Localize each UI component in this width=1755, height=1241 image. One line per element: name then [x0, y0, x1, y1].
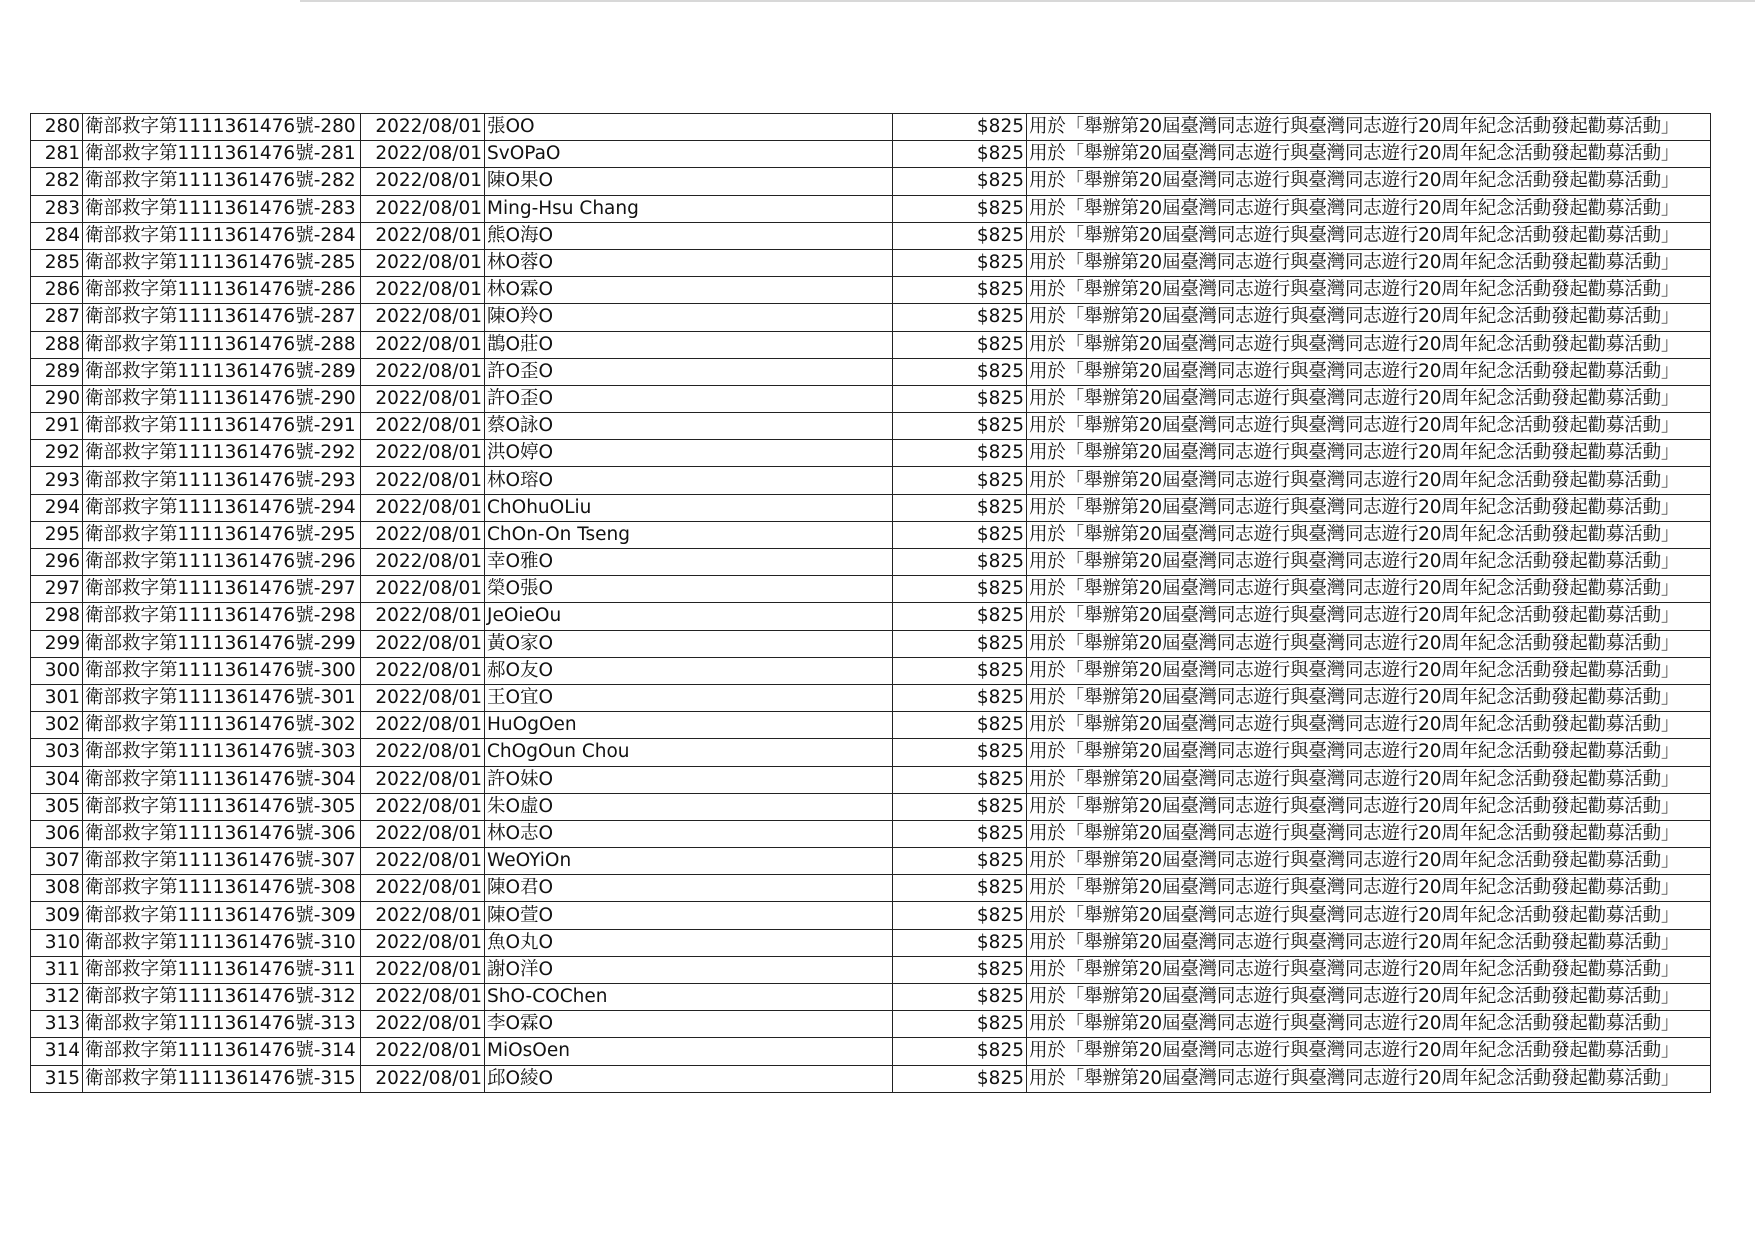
donor-name: 陳O羚O	[485, 304, 893, 331]
row-number: 306	[31, 820, 83, 847]
row-number: 288	[31, 331, 83, 358]
table-row	[31, 358, 1711, 385]
row-number: 290	[31, 385, 83, 412]
row-number: 281	[31, 141, 83, 168]
table-row	[31, 684, 1711, 711]
donation-date: 2022/08/01	[361, 1065, 485, 1092]
table-row	[31, 739, 1711, 766]
table-row	[31, 440, 1711, 467]
donor-name: Ming-Hsu Chang	[485, 195, 893, 222]
table-row	[31, 657, 1711, 684]
donation-date: 2022/08/01	[361, 222, 485, 249]
donation-purpose: 用於「舉辦第20屆臺灣同志遊行與臺灣同志遊行20周年紀念活動發起勸募活動」	[1027, 984, 1711, 1011]
donation-purpose: 用於「舉辦第20屆臺灣同志遊行與臺灣同志遊行20周年紀念活動發起勸募活動」	[1027, 440, 1711, 467]
donor-name: 林O瑢O	[485, 467, 893, 494]
donor-name: 許O歪O	[485, 385, 893, 412]
donor-name: ChOhuOLiu	[485, 494, 893, 521]
donation-amount: $825	[893, 141, 1027, 168]
donation-purpose: 用於「舉辦第20屆臺灣同志遊行與臺灣同志遊行20周年紀念活動發起勸募活動」	[1027, 385, 1711, 412]
row-number: 305	[31, 793, 83, 820]
donor-name: 李O霖O	[485, 1011, 893, 1038]
row-number: 292	[31, 440, 83, 467]
row-number: 314	[31, 1038, 83, 1065]
row-number: 286	[31, 277, 83, 304]
row-number: 297	[31, 576, 83, 603]
donation-purpose: 用於「舉辦第20屆臺灣同志遊行與臺灣同志遊行20周年紀念活動發起勸募活動」	[1027, 114, 1711, 141]
row-number: 298	[31, 603, 83, 630]
donation-date: 2022/08/01	[361, 195, 485, 222]
receipt-number: 衛部救字第1111361476號-289	[83, 358, 361, 385]
donation-purpose: 用於「舉辦第20屆臺灣同志遊行與臺灣同志遊行20周年紀念活動發起勸募活動」	[1027, 331, 1711, 358]
donation-amount: $825	[893, 684, 1027, 711]
table-row	[31, 1011, 1711, 1038]
donation-date: 2022/08/01	[361, 956, 485, 983]
table-row	[31, 385, 1711, 412]
table-row	[31, 875, 1711, 902]
donation-amount: $825	[893, 875, 1027, 902]
receipt-number: 衛部救字第1111361476號-288	[83, 331, 361, 358]
row-number: 299	[31, 630, 83, 657]
donation-amount: $825	[893, 413, 1027, 440]
receipt-number: 衛部救字第1111361476號-309	[83, 902, 361, 929]
table-row	[31, 848, 1711, 875]
row-number: 283	[31, 195, 83, 222]
donation-date: 2022/08/01	[361, 385, 485, 412]
receipt-number: 衛部救字第1111361476號-287	[83, 304, 361, 331]
donation-amount: $825	[893, 304, 1027, 331]
row-number: 289	[31, 358, 83, 385]
donation-date: 2022/08/01	[361, 576, 485, 603]
receipt-number: 衛部救字第1111361476號-293	[83, 467, 361, 494]
donation-amount: $825	[893, 603, 1027, 630]
donation-purpose: 用於「舉辦第20屆臺灣同志遊行與臺灣同志遊行20周年紀念活動發起勸募活動」	[1027, 576, 1711, 603]
receipt-number: 衛部救字第1111361476號-306	[83, 820, 361, 847]
donation-purpose: 用於「舉辦第20屆臺灣同志遊行與臺灣同志遊行20周年紀念活動發起勸募活動」	[1027, 1065, 1711, 1092]
donation-amount: $825	[893, 1038, 1027, 1065]
table-row	[31, 413, 1711, 440]
donation-amount: $825	[893, 1065, 1027, 1092]
donation-purpose: 用於「舉辦第20屆臺灣同志遊行與臺灣同志遊行20周年紀念活動發起勸募活動」	[1027, 956, 1711, 983]
donation-amount: $825	[893, 277, 1027, 304]
donation-purpose: 用於「舉辦第20屆臺灣同志遊行與臺灣同志遊行20周年紀念活動發起勸募活動」	[1027, 168, 1711, 195]
donation-purpose: 用於「舉辦第20屆臺灣同志遊行與臺灣同志遊行20周年紀念活動發起勸募活動」	[1027, 929, 1711, 956]
row-number: 303	[31, 739, 83, 766]
row-number: 309	[31, 902, 83, 929]
scan-edge	[300, 0, 1755, 2]
donor-name: 熊O海O	[485, 222, 893, 249]
donor-name: 許O妹O	[485, 766, 893, 793]
donor-name: MiOsOen	[485, 1038, 893, 1065]
table-row	[31, 114, 1711, 141]
donation-amount: $825	[893, 385, 1027, 412]
donation-purpose: 用於「舉辦第20屆臺灣同志遊行與臺灣同志遊行20周年紀念活動發起勸募活動」	[1027, 195, 1711, 222]
receipt-number: 衛部救字第1111361476號-297	[83, 576, 361, 603]
donation-date: 2022/08/01	[361, 603, 485, 630]
donation-amount: $825	[893, 467, 1027, 494]
row-number: 311	[31, 956, 83, 983]
table-row	[31, 1038, 1711, 1065]
donor-name: 許O歪O	[485, 358, 893, 385]
donation-amount: $825	[893, 848, 1027, 875]
donor-name: JeOieOu	[485, 603, 893, 630]
donation-purpose: 用於「舉辦第20屆臺灣同志遊行與臺灣同志遊行20周年紀念活動發起勸募活動」	[1027, 1038, 1711, 1065]
donation-date: 2022/08/01	[361, 304, 485, 331]
donation-purpose: 用於「舉辦第20屆臺灣同志遊行與臺灣同志遊行20周年紀念活動發起勸募活動」	[1027, 684, 1711, 711]
donation-amount: $825	[893, 440, 1027, 467]
receipt-number: 衛部救字第1111361476號-302	[83, 712, 361, 739]
row-number: 302	[31, 712, 83, 739]
donation-amount: $825	[893, 521, 1027, 548]
receipt-number: 衛部救字第1111361476號-284	[83, 222, 361, 249]
donation-purpose: 用於「舉辦第20屆臺灣同志遊行與臺灣同志遊行20周年紀念活動發起勸募活動」	[1027, 875, 1711, 902]
table-row	[31, 168, 1711, 195]
donation-date: 2022/08/01	[361, 684, 485, 711]
donation-purpose: 用於「舉辦第20屆臺灣同志遊行與臺灣同志遊行20周年紀念活動發起勸募活動」	[1027, 549, 1711, 576]
table-row	[31, 603, 1711, 630]
row-number: 296	[31, 549, 83, 576]
donation-purpose: 用於「舉辦第20屆臺灣同志遊行與臺灣同志遊行20周年紀念活動發起勸募活動」	[1027, 304, 1711, 331]
donation-date: 2022/08/01	[361, 793, 485, 820]
donation-date: 2022/08/01	[361, 820, 485, 847]
donor-name: HuOgOen	[485, 712, 893, 739]
row-number: 287	[31, 304, 83, 331]
row-number: 294	[31, 494, 83, 521]
receipt-number: 衛部救字第1111361476號-281	[83, 141, 361, 168]
donation-date: 2022/08/01	[361, 141, 485, 168]
donation-date: 2022/08/01	[361, 521, 485, 548]
table-row	[31, 331, 1711, 358]
donation-date: 2022/08/01	[361, 984, 485, 1011]
donation-purpose: 用於「舉辦第20屆臺灣同志遊行與臺灣同志遊行20周年紀念活動發起勸募活動」	[1027, 712, 1711, 739]
row-number: 291	[31, 413, 83, 440]
donation-amount: $825	[893, 902, 1027, 929]
donation-purpose: 用於「舉辦第20屆臺灣同志遊行與臺灣同志遊行20周年紀念活動發起勸募活動」	[1027, 793, 1711, 820]
donor-name: 林O志O	[485, 820, 893, 847]
table-row	[31, 956, 1711, 983]
receipt-number: 衛部救字第1111361476號-304	[83, 766, 361, 793]
donor-name: 陳O果O	[485, 168, 893, 195]
donation-amount: $825	[893, 929, 1027, 956]
table-row	[31, 576, 1711, 603]
donation-amount: $825	[893, 793, 1027, 820]
donation-purpose: 用於「舉辦第20屆臺灣同志遊行與臺灣同志遊行20周年紀念活動發起勸募活動」	[1027, 222, 1711, 249]
donor-name: 幸O雅O	[485, 549, 893, 576]
donation-purpose: 用於「舉辦第20屆臺灣同志遊行與臺灣同志遊行20周年紀念活動發起勸募活動」	[1027, 1011, 1711, 1038]
donor-name: ChOn-On Tseng	[485, 521, 893, 548]
donation-date: 2022/08/01	[361, 277, 485, 304]
donor-name: 王O宜O	[485, 684, 893, 711]
donation-purpose: 用於「舉辦第20屆臺灣同志遊行與臺灣同志遊行20周年紀念活動發起勸募活動」	[1027, 521, 1711, 548]
row-number: 284	[31, 222, 83, 249]
receipt-number: 衛部救字第1111361476號-307	[83, 848, 361, 875]
donor-name: WeOYiOn	[485, 848, 893, 875]
donation-date: 2022/08/01	[361, 114, 485, 141]
donor-name: 洪O婷O	[485, 440, 893, 467]
donation-date: 2022/08/01	[361, 549, 485, 576]
donor-name: 張OO	[485, 114, 893, 141]
receipt-number: 衛部救字第1111361476號-290	[83, 385, 361, 412]
donor-name: 鵲O莊O	[485, 331, 893, 358]
row-number: 293	[31, 467, 83, 494]
receipt-number: 衛部救字第1111361476號-292	[83, 440, 361, 467]
donation-date: 2022/08/01	[361, 875, 485, 902]
donation-date: 2022/08/01	[361, 494, 485, 521]
row-number: 300	[31, 657, 83, 684]
table-row	[31, 549, 1711, 576]
donation-date: 2022/08/01	[361, 712, 485, 739]
donation-date: 2022/08/01	[361, 1038, 485, 1065]
donation-date: 2022/08/01	[361, 929, 485, 956]
row-number: 304	[31, 766, 83, 793]
receipt-number: 衛部救字第1111361476號-305	[83, 793, 361, 820]
donation-date: 2022/08/01	[361, 413, 485, 440]
donation-amount: $825	[893, 712, 1027, 739]
donation-purpose: 用於「舉辦第20屆臺灣同志遊行與臺灣同志遊行20周年紀念活動發起勸募活動」	[1027, 902, 1711, 929]
donor-name: ShO-COChen	[485, 984, 893, 1011]
donor-name: 邱O綾O	[485, 1065, 893, 1092]
donation-amount: $825	[893, 222, 1027, 249]
table-row	[31, 249, 1711, 276]
receipt-number: 衛部救字第1111361476號-313	[83, 1011, 361, 1038]
row-number: 315	[31, 1065, 83, 1092]
donation-amount: $825	[893, 766, 1027, 793]
donation-amount: $825	[893, 1011, 1027, 1038]
row-number: 295	[31, 521, 83, 548]
donation-purpose: 用於「舉辦第20屆臺灣同志遊行與臺灣同志遊行20周年紀念活動發起勸募活動」	[1027, 766, 1711, 793]
receipt-number: 衛部救字第1111361476號-286	[83, 277, 361, 304]
receipt-number: 衛部救字第1111361476號-285	[83, 249, 361, 276]
row-number: 307	[31, 848, 83, 875]
donation-date: 2022/08/01	[361, 902, 485, 929]
donation-amount: $825	[893, 249, 1027, 276]
donation-amount: $825	[893, 549, 1027, 576]
table-body	[31, 114, 1711, 1093]
donor-name: 朱O虛O	[485, 793, 893, 820]
receipt-number: 衛部救字第1111361476號-294	[83, 494, 361, 521]
receipt-number: 衛部救字第1111361476號-311	[83, 956, 361, 983]
donation-purpose: 用於「舉辦第20屆臺灣同志遊行與臺灣同志遊行20周年紀念活動發起勸募活動」	[1027, 603, 1711, 630]
receipt-number: 衛部救字第1111361476號-296	[83, 549, 361, 576]
donation-purpose: 用於「舉辦第20屆臺灣同志遊行與臺灣同志遊行20周年紀念活動發起勸募活動」	[1027, 657, 1711, 684]
row-number: 285	[31, 249, 83, 276]
row-number: 308	[31, 875, 83, 902]
table-row	[31, 195, 1711, 222]
donation-date: 2022/08/01	[361, 467, 485, 494]
donation-amount: $825	[893, 114, 1027, 141]
table-row	[31, 766, 1711, 793]
receipt-number: 衛部救字第1111361476號-282	[83, 168, 361, 195]
donation-amount: $825	[893, 657, 1027, 684]
receipt-number: 衛部救字第1111361476號-314	[83, 1038, 361, 1065]
table-row	[31, 277, 1711, 304]
table-row	[31, 902, 1711, 929]
donation-date: 2022/08/01	[361, 739, 485, 766]
donor-name: 榮O張O	[485, 576, 893, 603]
donor-name: 蔡O詠O	[485, 413, 893, 440]
donation-purpose: 用於「舉辦第20屆臺灣同志遊行與臺灣同志遊行20周年紀念活動發起勸募活動」	[1027, 820, 1711, 847]
table-row	[31, 141, 1711, 168]
donation-purpose: 用於「舉辦第20屆臺灣同志遊行與臺灣同志遊行20周年紀念活動發起勸募活動」	[1027, 413, 1711, 440]
table-row	[31, 521, 1711, 548]
table-row	[31, 820, 1711, 847]
row-number: 313	[31, 1011, 83, 1038]
donation-amount: $825	[893, 984, 1027, 1011]
donation-amount: $825	[893, 168, 1027, 195]
donation-date: 2022/08/01	[361, 440, 485, 467]
donation-date: 2022/08/01	[361, 358, 485, 385]
table-row	[31, 1065, 1711, 1092]
receipt-number: 衛部救字第1111361476號-298	[83, 603, 361, 630]
table-row	[31, 304, 1711, 331]
donor-name: 陳O君O	[485, 875, 893, 902]
donor-name: 林O蓉O	[485, 249, 893, 276]
donation-date: 2022/08/01	[361, 630, 485, 657]
donation-purpose: 用於「舉辦第20屆臺灣同志遊行與臺灣同志遊行20周年紀念活動發起勸募活動」	[1027, 249, 1711, 276]
receipt-number: 衛部救字第1111361476號-280	[83, 114, 361, 141]
donation-date: 2022/08/01	[361, 331, 485, 358]
table-row	[31, 793, 1711, 820]
receipt-number: 衛部救字第1111361476號-299	[83, 630, 361, 657]
table-row	[31, 630, 1711, 657]
donation-date: 2022/08/01	[361, 168, 485, 195]
receipt-number: 衛部救字第1111361476號-300	[83, 657, 361, 684]
receipt-number: 衛部救字第1111361476號-301	[83, 684, 361, 711]
donation-receipt-table	[30, 113, 1711, 1093]
donation-amount: $825	[893, 630, 1027, 657]
donor-name: ChOgOun Chou	[485, 739, 893, 766]
donation-purpose: 用於「舉辦第20屆臺灣同志遊行與臺灣同志遊行20周年紀念活動發起勸募活動」	[1027, 358, 1711, 385]
donation-date: 2022/08/01	[361, 249, 485, 276]
donation-purpose: 用於「舉辦第20屆臺灣同志遊行與臺灣同志遊行20周年紀念活動發起勸募活動」	[1027, 494, 1711, 521]
donation-purpose: 用於「舉辦第20屆臺灣同志遊行與臺灣同志遊行20周年紀念活動發起勸募活動」	[1027, 141, 1711, 168]
row-number: 312	[31, 984, 83, 1011]
donor-name: 黃O家O	[485, 630, 893, 657]
table-row	[31, 929, 1711, 956]
donation-amount: $825	[893, 956, 1027, 983]
donor-name: 陳O萱O	[485, 902, 893, 929]
donation-amount: $825	[893, 576, 1027, 603]
row-number: 282	[31, 168, 83, 195]
donor-name: SvOPaO	[485, 141, 893, 168]
table-row	[31, 222, 1711, 249]
donation-amount: $825	[893, 494, 1027, 521]
donor-name: 郝O友O	[485, 657, 893, 684]
donation-purpose: 用於「舉辦第20屆臺灣同志遊行與臺灣同志遊行20周年紀念活動發起勸募活動」	[1027, 277, 1711, 304]
donation-amount: $825	[893, 195, 1027, 222]
donation-date: 2022/08/01	[361, 848, 485, 875]
donation-date: 2022/08/01	[361, 657, 485, 684]
receipt-number: 衛部救字第1111361476號-283	[83, 195, 361, 222]
receipt-number: 衛部救字第1111361476號-308	[83, 875, 361, 902]
donation-purpose: 用於「舉辦第20屆臺灣同志遊行與臺灣同志遊行20周年紀念活動發起勸募活動」	[1027, 467, 1711, 494]
table-row	[31, 494, 1711, 521]
table-row	[31, 984, 1711, 1011]
donor-name: 謝O洋O	[485, 956, 893, 983]
donation-date: 2022/08/01	[361, 766, 485, 793]
donor-name: 魚O丸O	[485, 929, 893, 956]
donation-purpose: 用於「舉辦第20屆臺灣同志遊行與臺灣同志遊行20周年紀念活動發起勸募活動」	[1027, 630, 1711, 657]
donation-purpose: 用於「舉辦第20屆臺灣同志遊行與臺灣同志遊行20周年紀念活動發起勸募活動」	[1027, 848, 1711, 875]
receipt-number: 衛部救字第1111361476號-312	[83, 984, 361, 1011]
row-number: 310	[31, 929, 83, 956]
donation-amount: $825	[893, 820, 1027, 847]
row-number: 301	[31, 684, 83, 711]
receipt-number: 衛部救字第1111361476號-291	[83, 413, 361, 440]
donation-date: 2022/08/01	[361, 1011, 485, 1038]
donation-amount: $825	[893, 739, 1027, 766]
receipt-number: 衛部救字第1111361476號-295	[83, 521, 361, 548]
table-row	[31, 712, 1711, 739]
table-row	[31, 467, 1711, 494]
donor-name: 林O霖O	[485, 277, 893, 304]
receipt-number: 衛部救字第1111361476號-303	[83, 739, 361, 766]
donation-purpose: 用於「舉辦第20屆臺灣同志遊行與臺灣同志遊行20周年紀念活動發起勸募活動」	[1027, 739, 1711, 766]
receipt-number: 衛部救字第1111361476號-315	[83, 1065, 361, 1092]
receipt-number: 衛部救字第1111361476號-310	[83, 929, 361, 956]
donation-amount: $825	[893, 358, 1027, 385]
donation-amount: $825	[893, 331, 1027, 358]
row-number: 280	[31, 114, 83, 141]
